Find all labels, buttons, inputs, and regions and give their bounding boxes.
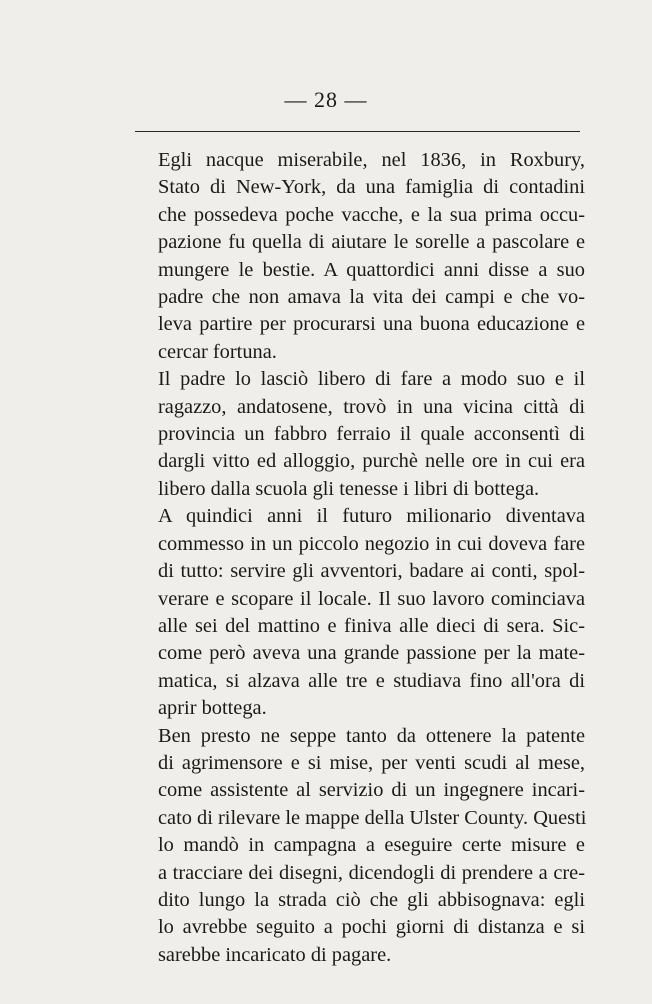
paragraph-2 xyxy=(135,366,585,503)
text-line: lo avrebbe seguito a pochi giorni di distanza e si xyxy=(158,916,585,939)
page-number: — 28 — xyxy=(284,87,368,112)
text-line: Il padre lo lasciò libero di fare a modo suo e il xyxy=(158,368,585,391)
text-line: cercar fortuna. xyxy=(158,340,277,363)
text-line: dito lungo la strada ciò che gli abbisognava: egli xyxy=(158,888,585,911)
text-line: mungere le bestie. A quattordici anni disse a suo xyxy=(158,258,585,281)
text-line: Ben presto ne seppe tanto da ottenere la patente xyxy=(158,724,585,747)
text-line: come però aveva una grande passione per la mate- xyxy=(158,642,585,665)
text-line: padre che non amava la vita dei campi e che vo- xyxy=(158,286,585,309)
text-line: lo mandò in campagna a eseguire certe misure e xyxy=(158,834,585,857)
text-line: Stato di New-York, da una famiglia di contadini xyxy=(158,176,585,199)
text-line: di tutto: servire gli avventori, badare ai conti, spol- xyxy=(158,560,585,583)
text-line: provincia un fabbro ferraio il quale acconsentì di xyxy=(158,423,585,446)
body-text xyxy=(135,147,585,969)
header-rule xyxy=(135,131,580,132)
text-line: libero dalla scuola gli tenesse i libri di bottega. xyxy=(158,477,540,500)
text-line: cato di rilevare le mappe della Ulster County. Questi xyxy=(158,806,587,829)
text-line: aprir bottega. xyxy=(158,697,267,720)
text-line: di agrimensore e si mise, per venti scudi al mese, xyxy=(158,751,585,774)
text-line: pazione fu quella di aiutare le sorelle a pascolare e xyxy=(158,231,585,254)
text-line: matica, si alzava alle tre e studiava fino all'ora di xyxy=(158,669,585,692)
text-line: ragazzo, andatosene, trovò in una vicina città di xyxy=(158,395,585,418)
text-line: commesso in un piccolo negozio in cui doveva fare xyxy=(158,532,585,555)
text-line: alle sei del mattino e finiva alle dieci di sera. Sic- xyxy=(158,614,585,637)
text-line: come assistente al servizio di un ingegnere incari- xyxy=(158,779,585,802)
paragraph-1 xyxy=(135,147,585,366)
text-line: a tracciare dei disegni, dicendogli di prendere a cre- xyxy=(158,861,585,884)
paragraph-4 xyxy=(135,723,585,970)
text-line: verare e scopare il locale. Il suo lavoro cominciava xyxy=(158,587,585,610)
text-line: che possedeva poche vacche, e la sua prima occu- xyxy=(158,203,585,226)
text-line: sarebbe incaricato di pagare. xyxy=(158,943,392,966)
text-line: A quindici anni il futuro milionario diventava xyxy=(158,505,585,528)
paragraph-3 xyxy=(135,503,585,722)
text-line: leva partire per procurarsi una buona educazione e xyxy=(158,313,585,336)
text-line: dargli vitto ed alloggio, purchè nelle ore in cui era xyxy=(158,450,585,473)
text-line: Egli nacque miserabile, nel 1836, in Roxbury, xyxy=(158,149,585,171)
